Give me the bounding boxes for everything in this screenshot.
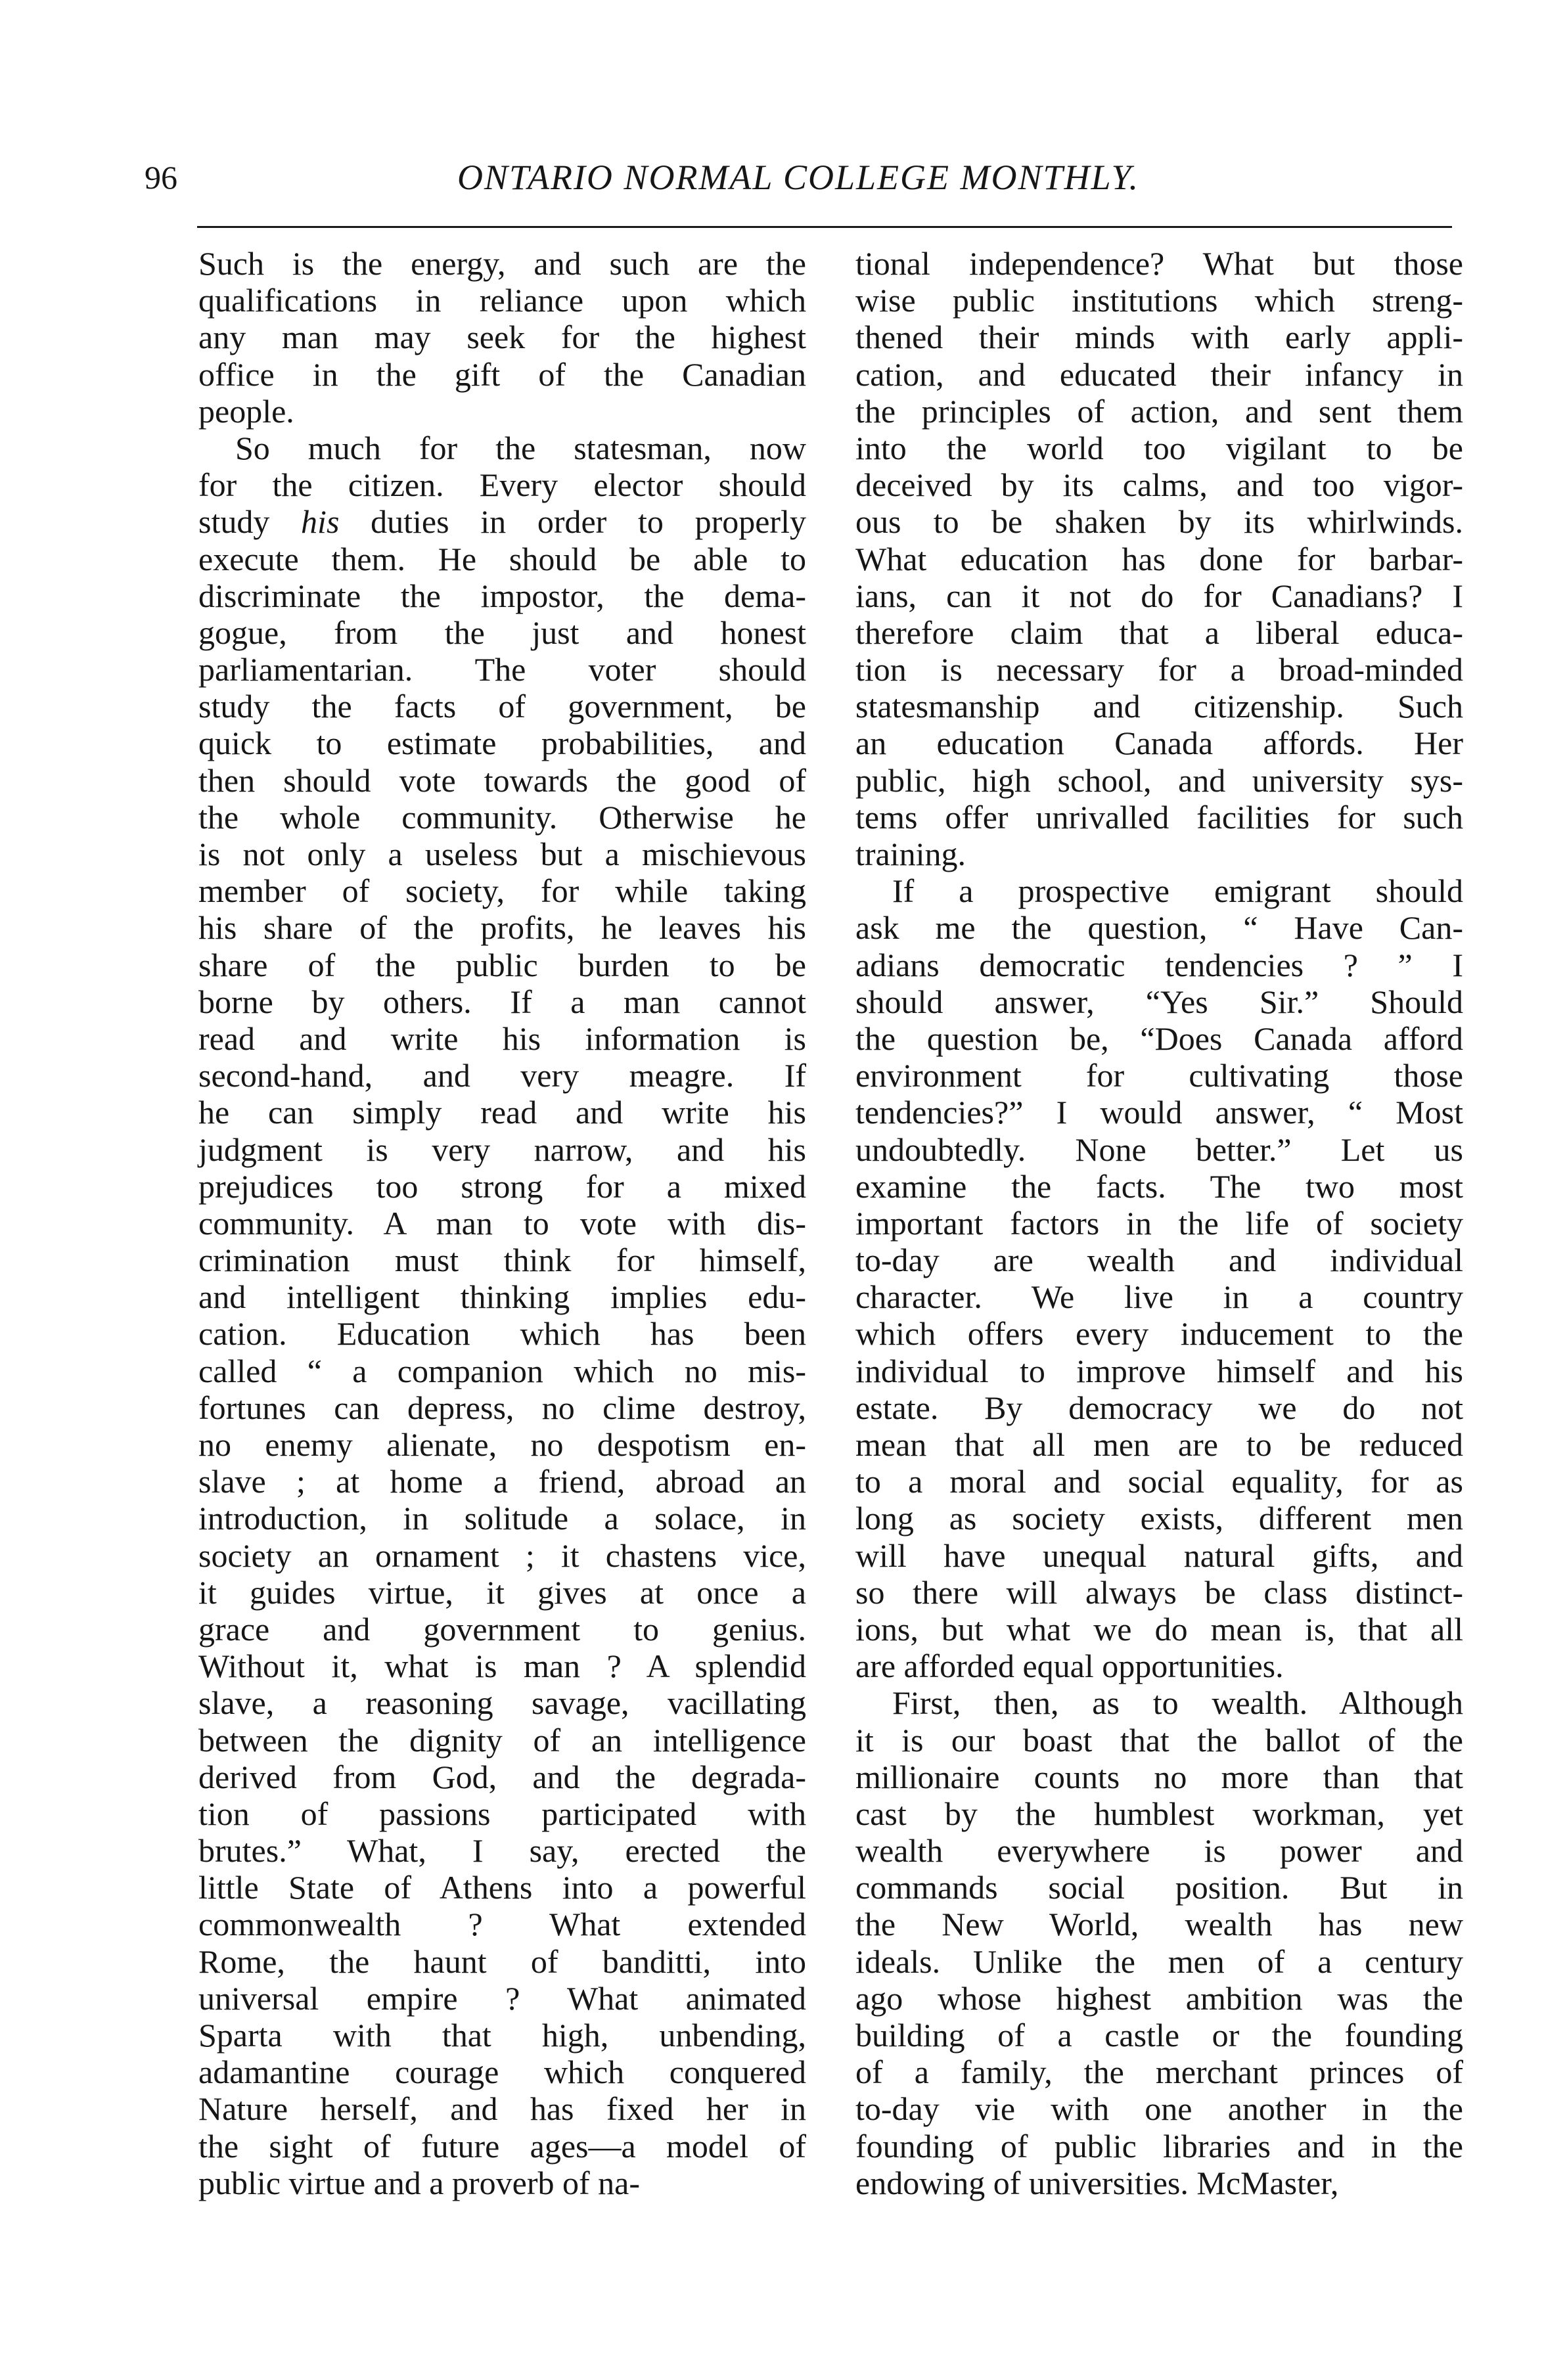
text-line: mean that all men are to be reduced: [855, 1426, 1463, 1463]
text-line: derived from God, and the degrada-: [198, 1758, 806, 1795]
text-line: of a family, the merchant princes of: [855, 2054, 1463, 2091]
text-line: should answer, “Yes Sir.” Should: [855, 983, 1463, 1020]
text-line: millionaire counts no more than that: [855, 1758, 1463, 1795]
text-line: quick to estimate probabilities, and: [198, 725, 806, 762]
text-line: cation. Education which has been: [198, 1315, 806, 1353]
text-line: gogue, from the just and honest: [198, 614, 806, 651]
text-line: adians democratic tendencies ? ” I: [855, 946, 1463, 983]
text-line: character. We live in a country: [855, 1278, 1463, 1316]
text-line: into the world too vigilant to be: [855, 429, 1463, 466]
left-column: [198, 245, 806, 2201]
text-line: which offers every inducement to the: [855, 1315, 1463, 1353]
text-line: Such is the energy, and such are the: [198, 245, 806, 282]
text-line: commands social position. But in: [855, 1869, 1463, 1906]
text-line: First, then, as to wealth. Although: [892, 1684, 1463, 1722]
page-number: 96: [145, 159, 177, 196]
text-line: tion is necessary for a broad-minded: [855, 651, 1463, 688]
text-line: an education Canada affords. Her: [855, 725, 1463, 762]
text-line: deceived by its calms, and too vigor-: [855, 466, 1463, 504]
text-line: environment for cultivating those: [855, 1057, 1463, 1094]
text-line: estate. By democracy we do not: [855, 1389, 1463, 1426]
text-line: borne by others. If a man cannot: [198, 983, 806, 1020]
text-line: study his duties in order to properly: [198, 503, 806, 541]
text-line: his share of the profits, he leaves his: [198, 909, 806, 947]
text-line: between the dignity of an intelligence: [198, 1721, 806, 1759]
text-line: cation, and educated their infancy in: [855, 355, 1463, 393]
text-line: slave, a reasoning savage, vacillating: [198, 1684, 806, 1722]
text-line: Without it, what is man ? A splendid: [198, 1648, 806, 1685]
text-line: second-hand, and very meagre. If: [198, 1057, 806, 1094]
text-line: wise public institutions which streng-: [855, 282, 1463, 319]
text-line: cast by the humblest workman, yet: [855, 1795, 1463, 1832]
text-line: he can simply read and write his: [198, 1094, 806, 1131]
text-line: So much for the statesman, now: [235, 429, 806, 466]
text-line: is not only a useless but a mischievous: [198, 836, 806, 872]
text-line: study the facts of government, be: [198, 688, 806, 725]
text-line: discriminate the impostor, the dema-: [198, 577, 806, 614]
text-line: introduction, in solitude a solace, in: [198, 1500, 806, 1537]
text-line: building of a castle or the founding: [855, 2017, 1463, 2054]
text-line: What education has done for barbar-: [855, 540, 1463, 577]
text-line: the sight of future ages—a model of: [198, 2127, 806, 2165]
text-line: it is our boast that the ballot of the: [855, 1721, 1463, 1759]
text-line: slave ; at home a friend, abroad an: [198, 1463, 806, 1500]
running-title: ONTARIO NORMAL COLLEGE MONTHLY.: [457, 158, 1140, 197]
text-line: parliamentarian. The voter should: [198, 651, 806, 688]
text-line: ago whose highest ambition was the: [855, 1979, 1463, 2017]
text-line: Rome, the haunt of banditti, into: [198, 1942, 806, 1980]
text-line: long as society exists, different men: [855, 1500, 1463, 1537]
text-line: public, high school, and university sys-: [855, 761, 1463, 799]
text-line: founding of public libraries and in the: [855, 2127, 1463, 2165]
text-line: statesmanship and citizenship. Such: [855, 688, 1463, 725]
text-line: then should vote towards the good of: [198, 761, 806, 799]
text-line: brutes.” What, I say, erected the: [198, 1832, 806, 1870]
text-line: share of the public burden to be: [198, 946, 806, 983]
text-line: fortunes can depress, no clime destroy,: [198, 1389, 806, 1426]
text-line: training.: [855, 836, 966, 872]
text-line: adamantine courage which conquered: [198, 2054, 806, 2091]
text-line: ians, can it not do for Canadians? I: [855, 577, 1463, 614]
text-line: and intelligent thinking implies edu-: [198, 1278, 806, 1316]
text-line: no enemy alienate, no despotism en-: [198, 1426, 806, 1463]
text-line: tems offer unrivalled facilities for such: [855, 798, 1463, 836]
text-line: If a prospective emigrant should: [892, 872, 1463, 910]
text-line: ions, but what we do mean is, that all: [855, 1610, 1463, 1648]
text-line: undoubtedly. None better.” Let us: [855, 1131, 1463, 1168]
text-line: examine the facts. The two most: [855, 1167, 1463, 1205]
text-line: important factors in the life of society: [855, 1204, 1463, 1242]
text-line: ideals. Unlike the men of a century: [855, 1942, 1463, 1980]
text-line: universal empire ? What animated: [198, 1979, 806, 2017]
text-line: thened their minds with early appli-: [855, 319, 1463, 356]
text-line: Sparta with that high, unbending,: [198, 2017, 806, 2054]
text-line: called “ a companion which no mis-: [198, 1352, 806, 1389]
text-line: tion of passions participated with: [198, 1795, 806, 1832]
text-line: to-day are wealth and individual: [855, 1242, 1463, 1279]
text-line: individual to improve himself and his: [855, 1352, 1463, 1389]
text-line: tendencies?” I would answer, “ Most: [855, 1094, 1463, 1131]
text-line: to-day vie with one another in the: [855, 2090, 1463, 2128]
text-line: member of society, for while taking: [198, 872, 806, 910]
text-line: it guides virtue, it gives at once a: [198, 1573, 806, 1611]
text-line: for the citizen. Every elector should: [198, 466, 806, 504]
text-line: so there will always be class distinct-: [855, 1573, 1463, 1611]
page-header: [145, 150, 1452, 202]
text-line: ask me the question, “ Have Can-: [855, 909, 1463, 947]
text-line: will have unequal natural gifts, and: [855, 1537, 1463, 1574]
text-line: endowing of universities. McMaster,: [855, 2164, 1339, 2201]
text-line: public virtue and a proverb of na-: [198, 2164, 640, 2201]
text-line: commonwealth ? What extended: [198, 1906, 806, 1943]
text-line: the question be, “Does Canada afford: [855, 1020, 1463, 1057]
text-line: to a moral and social equality, for as: [855, 1463, 1463, 1500]
text-line: wealth everywhere is power and: [855, 1832, 1463, 1870]
text-line: the New World, wealth has new: [855, 1906, 1463, 1943]
text-line: community. A man to vote with dis-: [198, 1204, 806, 1242]
text-line: society an ornament ; it chastens vice,: [198, 1537, 806, 1574]
right-column: [855, 245, 1463, 2201]
text-line: therefore claim that a liberal educa-: [855, 614, 1463, 651]
text-line: execute them. He should be able to: [198, 540, 806, 577]
text-line: any man may seek for the highest: [198, 319, 806, 356]
text-line: tional independence? What but those: [855, 245, 1463, 282]
text-line: little State of Athens into a powerful: [198, 1869, 806, 1906]
text-line: crimination must think for himself,: [198, 1242, 806, 1279]
text-line: Nature herself, and has fixed her in: [198, 2090, 806, 2128]
text-line: judgment is very narrow, and his: [198, 1131, 806, 1168]
text-line: office in the gift of the Canadian: [198, 355, 806, 393]
text-line: ous to be shaken by its whirlwinds.: [855, 503, 1463, 541]
text-line: the whole community. Otherwise he: [198, 798, 806, 836]
text-line: grace and government to genius.: [198, 1610, 806, 1648]
text-line: are afforded equal opportunities.: [855, 1648, 1284, 1685]
text-line: people.: [198, 392, 294, 430]
text-line: the principles of action, and sent them: [855, 392, 1463, 430]
text-line: prejudices too strong for a mixed: [198, 1167, 806, 1205]
header-rule: [197, 226, 1452, 228]
text-line: read and write his information is: [198, 1020, 806, 1057]
text-line: qualifications in reliance upon which: [198, 282, 806, 319]
